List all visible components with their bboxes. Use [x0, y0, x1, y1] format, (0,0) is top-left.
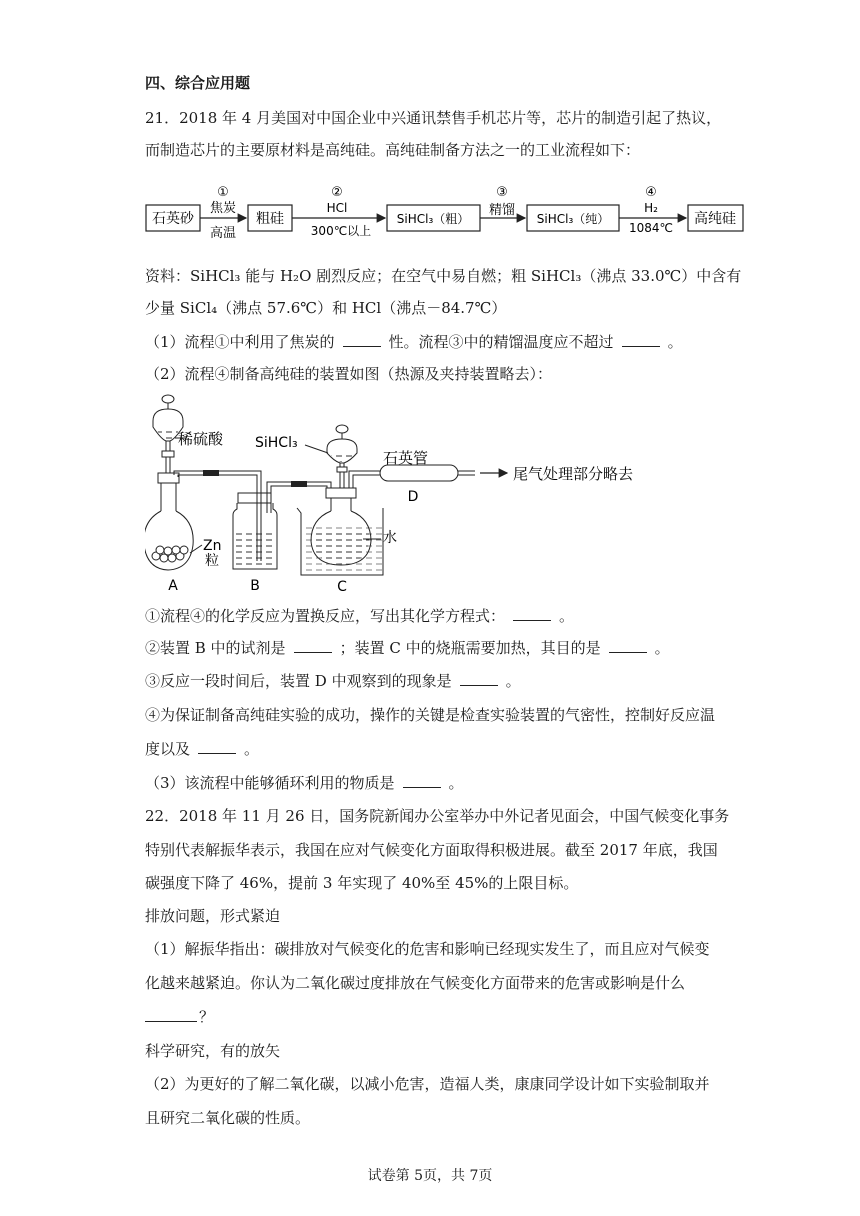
flow-box-label: 高纯硅: [694, 211, 736, 227]
q22-part2-line2: 且研究二氧化碳的性质。: [145, 1109, 311, 1127]
quartz-tube-label: 石英管: [383, 449, 429, 467]
answer-blank[interactable]: [403, 773, 441, 788]
q21-part2: （2）流程④制备高纯硅的装置如图（热源及夹持装置略去）：: [145, 365, 553, 383]
q21-sub4-line2: [145, 739, 259, 759]
q21-sub1: [145, 606, 574, 626]
sub2-text-b: ；装置 C 中的烧瓶需要加热，其目的是: [339, 639, 601, 657]
sub4-end: 。: [244, 740, 260, 758]
answer-blank[interactable]: [198, 739, 236, 754]
part3-text: （3）该流程中能够循环利用的物质是: [145, 774, 395, 792]
answer-blank[interactable]: [609, 638, 647, 653]
sub3-text: ③反应一段时间后，装置 D 中观察到的现象是: [145, 672, 452, 690]
q22-text-line2: 特别代表解振华表示，我国在应对气候变化方面取得积极进展。截至 2017 年底，我国: [145, 841, 718, 859]
rubber-connector: [291, 481, 307, 487]
answer-blank[interactable]: [513, 606, 551, 621]
q22-text-line1: 22．2018 年 11 月 26 日，国务院新闻办公室举办中外记者见面会，中国气候变化事务: [145, 807, 730, 825]
flow-box-label: SiHCl₃（粗）: [396, 212, 470, 226]
part1-text-c: 。: [667, 333, 683, 351]
step-1-reagent: 焦炭: [209, 201, 237, 216]
flow-box-quartz-sand: [146, 205, 200, 231]
sub2-end: 。: [654, 639, 670, 657]
page-footer: 试卷第 5页，共 7页: [367, 1168, 493, 1184]
flow-box-label: 石英砂: [152, 211, 194, 227]
zinc-label: Zn: [203, 538, 222, 554]
apparatus-a: [145, 395, 224, 594]
answer-blank[interactable]: [145, 1007, 197, 1022]
step-1-number: ①: [217, 185, 229, 200]
part3-end: 。: [448, 774, 464, 792]
apparatus-b: [233, 488, 277, 594]
q21-sub2: [145, 638, 670, 658]
apparatus-d-quartz-tube: [370, 449, 475, 505]
label-a: A: [168, 578, 178, 594]
q21-sub4-line1: ④为保证制备高纯硅实验的成功，操作的关键是检查实验装置的气密性，控制好反应温: [145, 706, 716, 724]
process-flow-diagram: [145, 185, 745, 241]
q22-subheading-2: 科学研究，有的放矢: [145, 1042, 281, 1060]
q21-part1: [145, 332, 683, 352]
q21-part3: [145, 773, 464, 793]
step-4-condition: 1084℃: [628, 221, 674, 235]
step-3-number: ③: [496, 185, 508, 200]
step-2-condition: 300℃以上: [310, 224, 372, 238]
answer-blank[interactable]: [460, 671, 498, 686]
apparatus-diagram: [145, 393, 665, 598]
q22-part1-line2: 化越来越紧迫。你认为二氧化碳过度排放在气候变化方面带来的危害或影响是什么: [145, 974, 686, 992]
answer-blank[interactable]: [622, 332, 660, 347]
step-4-reagent: H₂: [644, 201, 658, 215]
info-line1: 资料：SiHCl₃ 能与 H₂O 剧烈反应；在空气中易自燃；粗 SiHCl₃（沸点 33.0℃）中含有: [145, 267, 742, 285]
exhaust-label: 尾气处理部分略去: [513, 465, 634, 483]
flow-box-crude-silicon: [248, 205, 292, 231]
q22-subheading-1: 排放问题，形式紧迫: [145, 907, 281, 925]
info-line2: 少量 SiCl₄（沸点 57.6℃）和 HCl（沸点－84.7℃）: [145, 299, 507, 317]
q22-part2-line1: （2）为更好的了解二氧化碳，以减小危害，造福人类，康康同学设计如下实验制取并: [145, 1075, 710, 1093]
sub4-text: 度以及: [145, 740, 191, 758]
apparatus-svg: [145, 393, 665, 598]
q21-text-line2: 而制造芯片的主要原材料是高纯硅。高纯硅制备方法之一的工业流程如下：: [145, 141, 641, 159]
q21-sub3: [145, 671, 521, 691]
q21-text-line1: 21．2018 年 4 月美国对中国企业中兴通讯禁售手机芯片等，芯片的制造引起了热议，: [145, 109, 722, 127]
answer-blank[interactable]: [294, 638, 332, 653]
q22-text-line3: 碳强度下降了 46%，提前 3 年实现了 40%至 45%的上限目标。: [145, 874, 579, 892]
part1-question-mark: ？: [199, 1008, 215, 1026]
answer-blank[interactable]: [343, 332, 381, 347]
sub3-end: 。: [505, 672, 521, 690]
zinc-granule-label: 粒: [205, 553, 219, 569]
flow-box-label: 粗硅: [256, 211, 284, 227]
part1-text-a: （1）流程①中利用了焦炭的: [145, 333, 335, 351]
water-label: 水: [383, 530, 397, 546]
label-c: C: [337, 579, 347, 595]
flow-box-crude-sihcl3: [387, 205, 480, 231]
sub2-text-a: ②装置 B 中的试剂是: [145, 639, 286, 657]
sihcl3-label: SiHCl₃: [255, 435, 298, 451]
part1-text-b: 性。流程③中的精馏温度应不超过: [388, 333, 614, 351]
rubber-connector: [203, 470, 219, 476]
step-2-number: ②: [331, 185, 343, 200]
step-4-number: ④: [645, 185, 657, 200]
flow-box-pure-sihcl3: [527, 205, 619, 231]
dilute-sulfuric-acid-label: 稀硫酸: [178, 430, 224, 448]
flow-box-label: SiHCl₃（纯）: [536, 212, 610, 226]
step-3-process: 精馏: [488, 203, 516, 218]
flow-box-high-purity-silicon: [688, 205, 743, 231]
label-b: B: [250, 578, 260, 594]
step-2-reagent: HCl: [326, 201, 348, 215]
step-1-condition: 高温: [209, 226, 237, 241]
sub1-end: 。: [559, 607, 575, 625]
q22-part1-line3: [145, 1007, 214, 1027]
section-title: 四、综合应用题: [145, 74, 251, 92]
flow-svg: [145, 185, 745, 241]
sub1-text: ①流程④的化学反应为置换反应，写出其化学方程式：: [145, 607, 506, 625]
label-d: D: [407, 489, 419, 505]
q22-part1-line1: （1）解振华指出：碳排放对气候变化的危害和影响已经现实发生了，而且应对气候变: [145, 940, 710, 958]
